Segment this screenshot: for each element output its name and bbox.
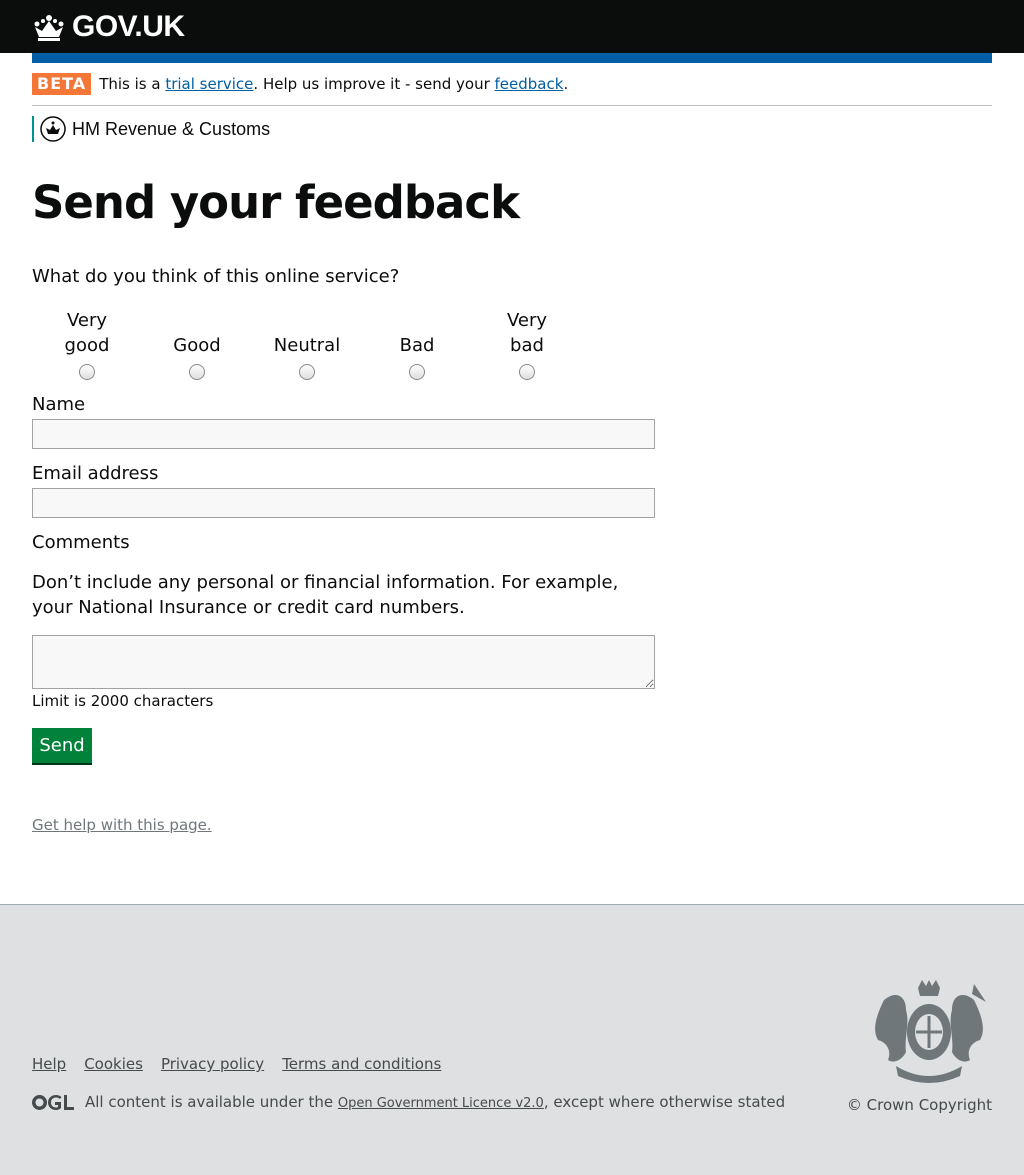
site-footer (0, 904, 1024, 1175)
rating-question: What do you think of this online service? (32, 266, 400, 287)
send-button[interactable]: Send (32, 728, 92, 763)
phase-text-middle: . Help us improve it - send your (253, 75, 495, 93)
footer-link-privacy-policy[interactable]: Privacy policy (160, 1055, 265, 1073)
rating-radio[interactable] (299, 364, 315, 380)
rating-label: Good (173, 335, 221, 356)
rating-label: Bad (399, 335, 435, 356)
rating-good[interactable] (142, 304, 252, 380)
crown-copyright-link[interactable]: © Crown Copyright (846, 1096, 992, 1114)
hmrc-crest-icon (40, 116, 66, 142)
rating-radio[interactable] (79, 364, 95, 380)
ogl-logo-icon (32, 1094, 74, 1111)
page-title: Send your feedback (32, 176, 519, 229)
govuk-logo-link[interactable] (32, 10, 185, 44)
phase-text-before: This is a (99, 75, 166, 93)
royal-coat-of-arms-icon (866, 980, 992, 1084)
name-input[interactable] (32, 419, 655, 449)
phase-text-after: . (563, 75, 569, 93)
rating-label: Very good (64, 310, 110, 356)
get-help-link[interactable]: Get help with this page. (32, 816, 212, 834)
rating-radio[interactable] (409, 364, 425, 380)
department-banner (32, 116, 270, 142)
phase-message (99, 73, 568, 95)
licence-text: All content is available under the Open Government Licence v2.0, except where otherwise stated (85, 1093, 786, 1111)
phase-tag: BETA (32, 73, 91, 95)
rating-bad[interactable] (362, 304, 472, 380)
rating-radio[interactable] (189, 364, 205, 380)
comments-label: Comments (32, 532, 130, 553)
rating-very-good[interactable] (32, 304, 142, 380)
rating-group (32, 304, 582, 380)
header-blue-bar (32, 53, 992, 63)
comments-hint: Don’t include any personal or financial information. For example, your National Insurance or credit card numbers. (32, 572, 619, 618)
feedback-link[interactable]: feedback (494, 75, 564, 93)
govuk-logo-text: GOV.UK (72, 10, 185, 43)
licence-statement (32, 1093, 785, 1111)
rating-radio[interactable] (519, 364, 535, 380)
phase-banner (32, 73, 992, 106)
rating-label: Very bad (506, 310, 548, 356)
rating-neutral[interactable] (252, 304, 362, 380)
name-label: Name (32, 394, 86, 415)
email-input[interactable] (32, 488, 655, 518)
crown-icon (32, 13, 66, 41)
footer-link-help[interactable]: Help (32, 1055, 67, 1073)
ogl-licence-link[interactable]: Open Government Licence v2.0 (337, 1096, 544, 1111)
department-name: HM Revenue & Customs (72, 118, 271, 139)
trial-service-link[interactable]: trial service (165, 75, 254, 93)
rating-label: Neutral (273, 335, 341, 356)
footer-links (32, 1055, 459, 1073)
comments-textarea[interactable] (32, 635, 655, 689)
footer-link-cookies[interactable]: Cookies (84, 1055, 143, 1073)
email-label: Email address (32, 463, 159, 484)
footer-link-terms[interactable]: Terms and conditions (282, 1055, 442, 1073)
site-header (0, 0, 1024, 53)
character-limit-text: Limit is 2000 characters (32, 692, 214, 710)
rating-very-bad[interactable] (472, 304, 582, 380)
